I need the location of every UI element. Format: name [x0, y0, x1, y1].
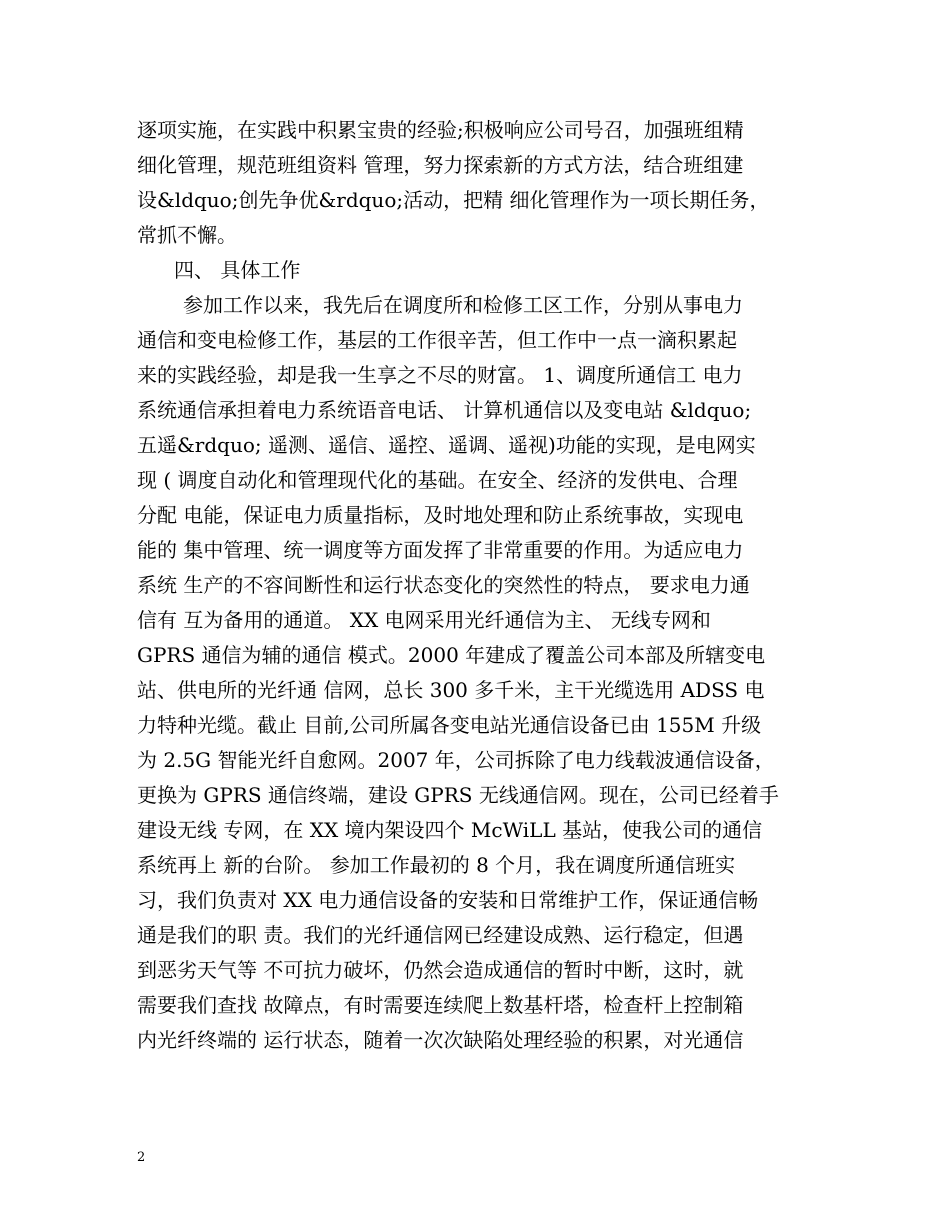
text-line: 分配 电能，保证电力质量指标，及时地处理和防止系统事故，实现电: [137, 503, 744, 527]
text-line: 更换为 GPRS 通信终端，建设 GPRS 无线通信网。现在，公司已经着手: [137, 783, 779, 807]
text-line: 常抓不懈。: [137, 223, 237, 247]
text-line: 内光纤终端的 运行状态，随着一次次缺陷处理经验的积累，对光通信: [137, 1028, 744, 1052]
text-line: 通是我们的职 责。我们的光纤通信网已经建设成熟、运行稳定，但遇: [137, 923, 744, 947]
text-line: 系统通信承担着电力系统语音电话、 计算机通信以及变电站 &ldquo;: [137, 398, 752, 422]
text-line: 通信和变电检修工作，基层的工作很辛苦，但工作中一点一滴积累起: [137, 328, 737, 352]
paragraph-first-line: 参加工作以来，我先后在调度所和检修工区工作，分别从事电力: [183, 293, 743, 317]
text-line: 系统再上 新的台阶。 参加工作最初的 8 个月，我在调度所通信班实: [137, 853, 736, 877]
text-line: 到恶劣天气等 不可抗力破坏，仍然会造成通信的暂时中断，这时，就: [137, 958, 744, 982]
text-line: 力特种光缆。截止 目前,公司所属各变电站光通信设备已由 155M 升级: [137, 713, 762, 737]
text-line: GPRS 通信为辅的通信 模式。2000 年建成了覆盖公司本部及所辖变电: [137, 643, 766, 667]
text-line: 信有 互为备用的通道。 XX 电网采用光纤通信为主、 无线专网和: [137, 608, 711, 632]
text-line: 来的实践经验，却是我一生享之不尽的财富。 1、调度所通信工 电力: [137, 363, 743, 387]
text-line: 习，我们负责对 XX 电力通信设备的安装和日常维护工作，保证通信畅: [137, 888, 759, 912]
text-line: 逐项实施，在实践中积累宝贵的经验;积极响应公司号召，加强班组精: [137, 118, 744, 142]
text-line: 设&ldquo;创先争优&rdquo;活动，把精 细化管理作为一项长期任务，: [137, 188, 770, 212]
text-line: 站、供电所的光纤通 信网，总长 300 多千米，主干光缆选用 ADSS 电: [137, 678, 765, 702]
text-line: 建设无线 专网，在 XX 境内架设四个 McWiLL 基站，使我公司的通信: [137, 818, 763, 842]
text-line: 细化管理，规范班组资料 管理，努力探索新的方式方法，结合班组建: [137, 153, 744, 177]
text-line: 五遥&rdquo; 遥测、遥信、遥控、遥调、遥视)功能的实现，是电网实: [137, 433, 756, 457]
page-number: 2: [137, 1150, 146, 1165]
section-heading: 四、 具体工作: [174, 258, 301, 282]
text-line: 现 ( 调度自动化和管理现代化的基础。在安全、经济的发供电、合理: [137, 468, 738, 492]
text-line: 系统 生产的不容间断性和运行状态变化的突然性的特点， 要求电力通: [137, 573, 750, 597]
text-line: 需要我们查找 故障点，有时需要连续爬上数基杆塔，检查杆上控制箱: [137, 993, 744, 1017]
text-line: 为 2.5G 智能光纤自愈网。2007 年，公司拆除了电力线载波通信设备，: [137, 748, 775, 772]
text-line: 能的 集中管理、统一调度等方面发挥了非常重要的作用。为适应电力: [137, 538, 744, 562]
